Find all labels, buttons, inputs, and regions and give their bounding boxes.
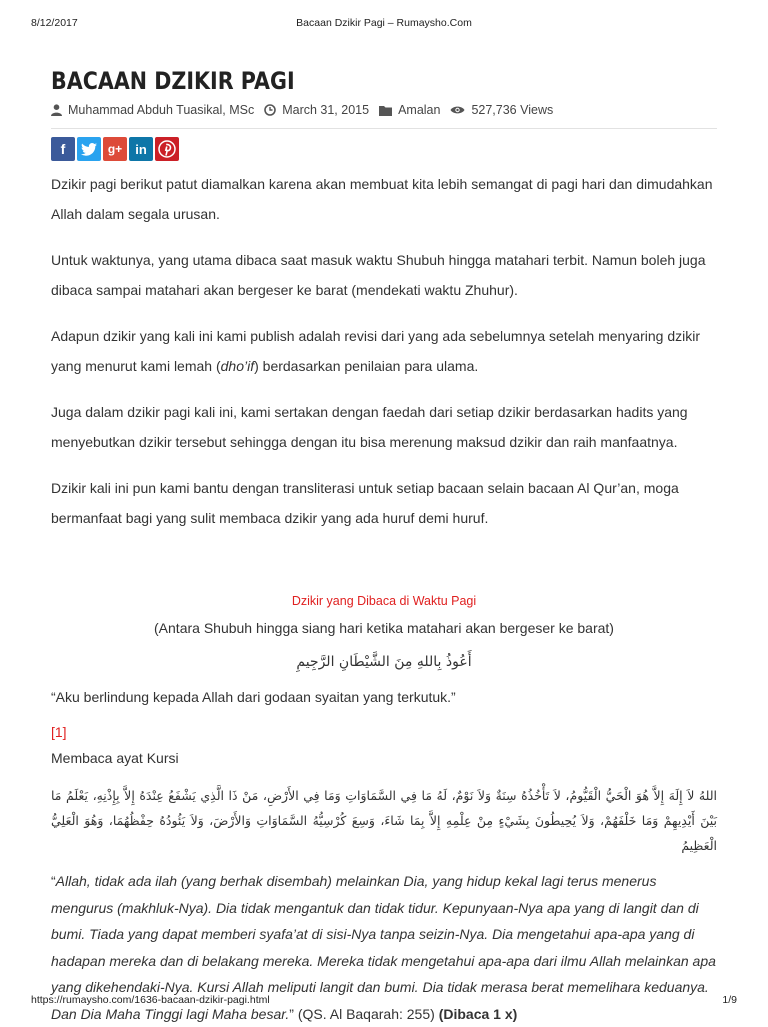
read-count: (Dibaca 1 x) <box>438 1005 518 1022</box>
paragraph: Dzikir pagi berikut patut diamalkan karena akan membuat kita lebih semangat di pagi hari dan dimudahkan Allah dalam segala urusan. <box>51 176 713 222</box>
folder-icon <box>379 105 392 116</box>
twitter-share-button[interactable] <box>77 137 101 161</box>
taawudz-arabic: أَعُوذُ بِاللهِ مِنَ الشَّيْطَانِ الرَّجِيمِ <box>296 654 472 670</box>
divider <box>51 128 717 129</box>
clock-icon <box>264 104 276 116</box>
print-page-number: 1/9 <box>722 994 737 1006</box>
pinterest-share-button[interactable] <box>155 137 179 161</box>
print-page-title: Bacaan Dzikir Pagi – Rumaysho.Com <box>296 17 472 29</box>
meta-views <box>450 103 553 117</box>
dzikir-heading: Membaca ayat Kursi <box>51 750 179 766</box>
publish-date: March 31, 2015 <box>282 103 370 117</box>
print-header <box>31 17 737 31</box>
linkedin-share-button[interactable]: in <box>129 137 153 161</box>
section-title: Dzikir yang Dibaca di Waktu Pagi <box>291 594 477 608</box>
paragraph: Juga dalam dzikir pagi kali ini, kami sertakan dengan faedah dari setiap dzikir berdasarkan hadits yang menyebutkan dzikir tersebut sehingga dengan itu bisa merenung maksud dzikir dan raih manfaatnya. <box>51 404 688 450</box>
facebook-share-button[interactable]: f <box>51 137 75 161</box>
pinterest-icon <box>158 140 176 158</box>
twitter-bird-icon <box>81 143 97 156</box>
user-icon <box>51 104 62 116</box>
article-meta <box>51 101 717 119</box>
googleplus-share-button[interactable]: g+ <box>103 137 127 161</box>
translation-text: Allah, tidak ada ilah (yang berhak disembah) melainkan Dia, yang hidup kekal lagi terus menerus mengurus (makhluk-Nya). Dia tidak mengantuk dan tidak tidur. Kepunyaan-Nya apa yang di langit dan di bumi. Tiada yang dapat memberi syafa’at di sisi-Nya tanpa seizin-Nya. Dia mengetahui apa-apa yang di hadapan mereka dan di belakang mereka. Mereka tidak mengetahui apa-apa dari ilmu Allah melainkan apa yang dikehendaki-Nya. Kursi Allah meliputi langit dan bumi. Dia tidak merasa berat memelihara keduanya. Dan Dia Maha Tinggi lagi Maha besar. <box>51 873 716 1022</box>
source-citation: (QS. Al Baqarah: 255) <box>297 1005 439 1022</box>
share-buttons <box>51 137 717 161</box>
category-link[interactable]: Amalan <box>398 103 441 117</box>
author-name: Muhammad Abduh Tuasikal, MSc <box>68 103 255 117</box>
paragraph-text: ) berdasarkan penilaian para ulama. <box>254 358 479 374</box>
section-subtitle: (Antara Shubuh hingga siang hari ketika matahari akan bergeser ke barat) <box>154 620 614 636</box>
paragraph-italic: dho’if <box>220 358 255 374</box>
paragraph-text: Adapun dzikir yang kali ini kami publish adalah revisi dari yang ada sebelumnya setelah menyaring dzikir yang menurut kami lemah ( <box>51 328 701 374</box>
quote-open: “ <box>51 873 56 889</box>
paragraph: Dzikir kali ini pun kami bantu dengan transliterasi untuk setiap bacaan selain bacaan Al Qur’an, moga bermanfaat bagi yang sulit membaca dzikir yang ada huruf demi huruf. <box>51 480 679 526</box>
view-count: 527,736 Views <box>471 103 554 117</box>
article <box>51 66 717 1027</box>
quote-close: ” <box>289 1005 298 1022</box>
eye-icon <box>450 105 465 115</box>
meta-author[interactable] <box>51 103 254 117</box>
print-url: https://rumaysho.com/1636-bacaan-dzikir-pagi.html <box>31 994 270 1006</box>
paragraph <box>51 321 717 381</box>
meta-category[interactable] <box>379 103 440 117</box>
article-body <box>51 169 717 533</box>
meta-date <box>264 103 369 117</box>
print-date: 8/12/2017 <box>31 17 78 29</box>
print-footer <box>31 994 737 1008</box>
taawudz-translation: “Aku berlindung kepada Allah dari godaan syaitan yang terkutuk.” <box>51 689 456 705</box>
dzikir-reference-number[interactable]: [1] <box>51 724 67 740</box>
ayat-kursi-arabic: اللهُ لاَ إِلَهَ إِلاَّ هُوَ الْحَيُّ الْقَيُّومُ، لاَ تَأْخُذُهُ سِنَةٌ وَلاَ نَوْمٌ، لَهُ مَا فِي السَّمَاوَاتِ وَمَا فِي الأَرْضِ، مَنْ ذَا الَّذِي يَشْفَعُ عِنْدَهُ إِلاَّ بِإِذْنِهِ، يَعْلَمُ مَا بَيْنَ أَيْدِيهِمْ وَمَا خَلْفَهُمْ، وَلاَ يُحِيطُونَ بِشَيْءٍ مِنْ عِلْمِهِ إِلاَّ بِمَا شَاءَ، وَسِعَ كُرْسِيُّهُ السَّمَاوَاتِ وَالأَرْضَ، وَلاَ يَئُودُهُ حِفْظُهُمَا، وَهُوَ الْعَلِيُّ الْعَظِيمُ <box>51 788 717 853</box>
paragraph: Untuk waktunya, yang utama dibaca saat masuk waktu Shubuh hingga matahari terbit. Namun boleh juga dibaca sampai matahari akan bergeser ke barat (mendekati waktu Zhuhur). <box>51 252 706 298</box>
article-title: BACAAN DZIKIR PAGI <box>51 67 295 95</box>
